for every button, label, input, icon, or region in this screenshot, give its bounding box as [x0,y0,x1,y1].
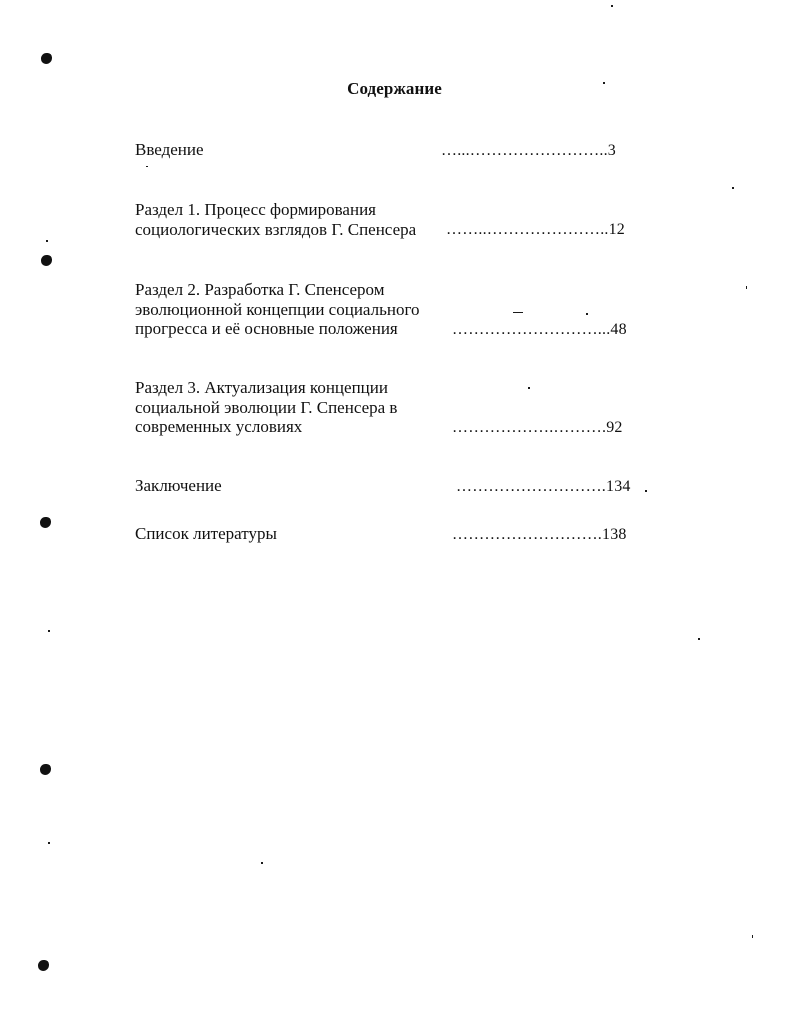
scan-speck [611,5,613,7]
punch-hole-mark [40,517,51,528]
punch-hole-mark [41,255,52,266]
scan-speck [48,842,50,844]
toc-entry-leader-introduction: …...……………………..3 [441,142,616,159]
scan-speck [698,638,700,640]
scan-speck [752,935,753,938]
scan-speck [513,312,523,313]
toc-entry-leader-conclusion: ……………………….134 [456,478,631,495]
toc-entry-title-conclusion: Заключение [135,476,222,495]
scan-speck [645,490,647,492]
toc-entry-leader-section-2: ………………………...48 [452,321,627,338]
scan-speck [146,166,148,167]
toc-entry-title-section-1: Раздел 1. Процесс формирования социологических взглядов Г. Спенсера [135,200,417,239]
toc-entry-title-bibliography: Список литературы [135,524,277,543]
scan-speck [603,82,605,84]
punch-hole-mark [40,764,51,775]
toc-entry-leader-section-3: ……………….……….92 [452,419,623,436]
scan-speck [48,630,50,632]
scan-speck [746,286,747,289]
punch-hole-mark [41,53,52,64]
scan-speck [528,387,530,389]
scan-speck [46,240,48,242]
scan-speck [586,313,588,315]
toc-entry-title-section-2: Раздел 2. Разработка Г. Спенсером эволюционной концепции социального прогресса и её основные положения [135,280,420,338]
toc-entry-title-section-3: Раздел 3. Актуализация концепции социальной эволюции Г. Спенсера в современных условиях [135,378,398,436]
toc-entry-leader-bibliography: ……………………….138 [452,526,627,543]
toc-entry-title-introduction: Введение [135,140,204,159]
scan-speck [261,862,263,864]
page-title: Содержание [347,79,442,98]
punch-hole-mark [38,960,49,971]
scan-speck [732,187,734,189]
toc-entry-leader-section-1: ……..…………………..12 [446,221,625,238]
